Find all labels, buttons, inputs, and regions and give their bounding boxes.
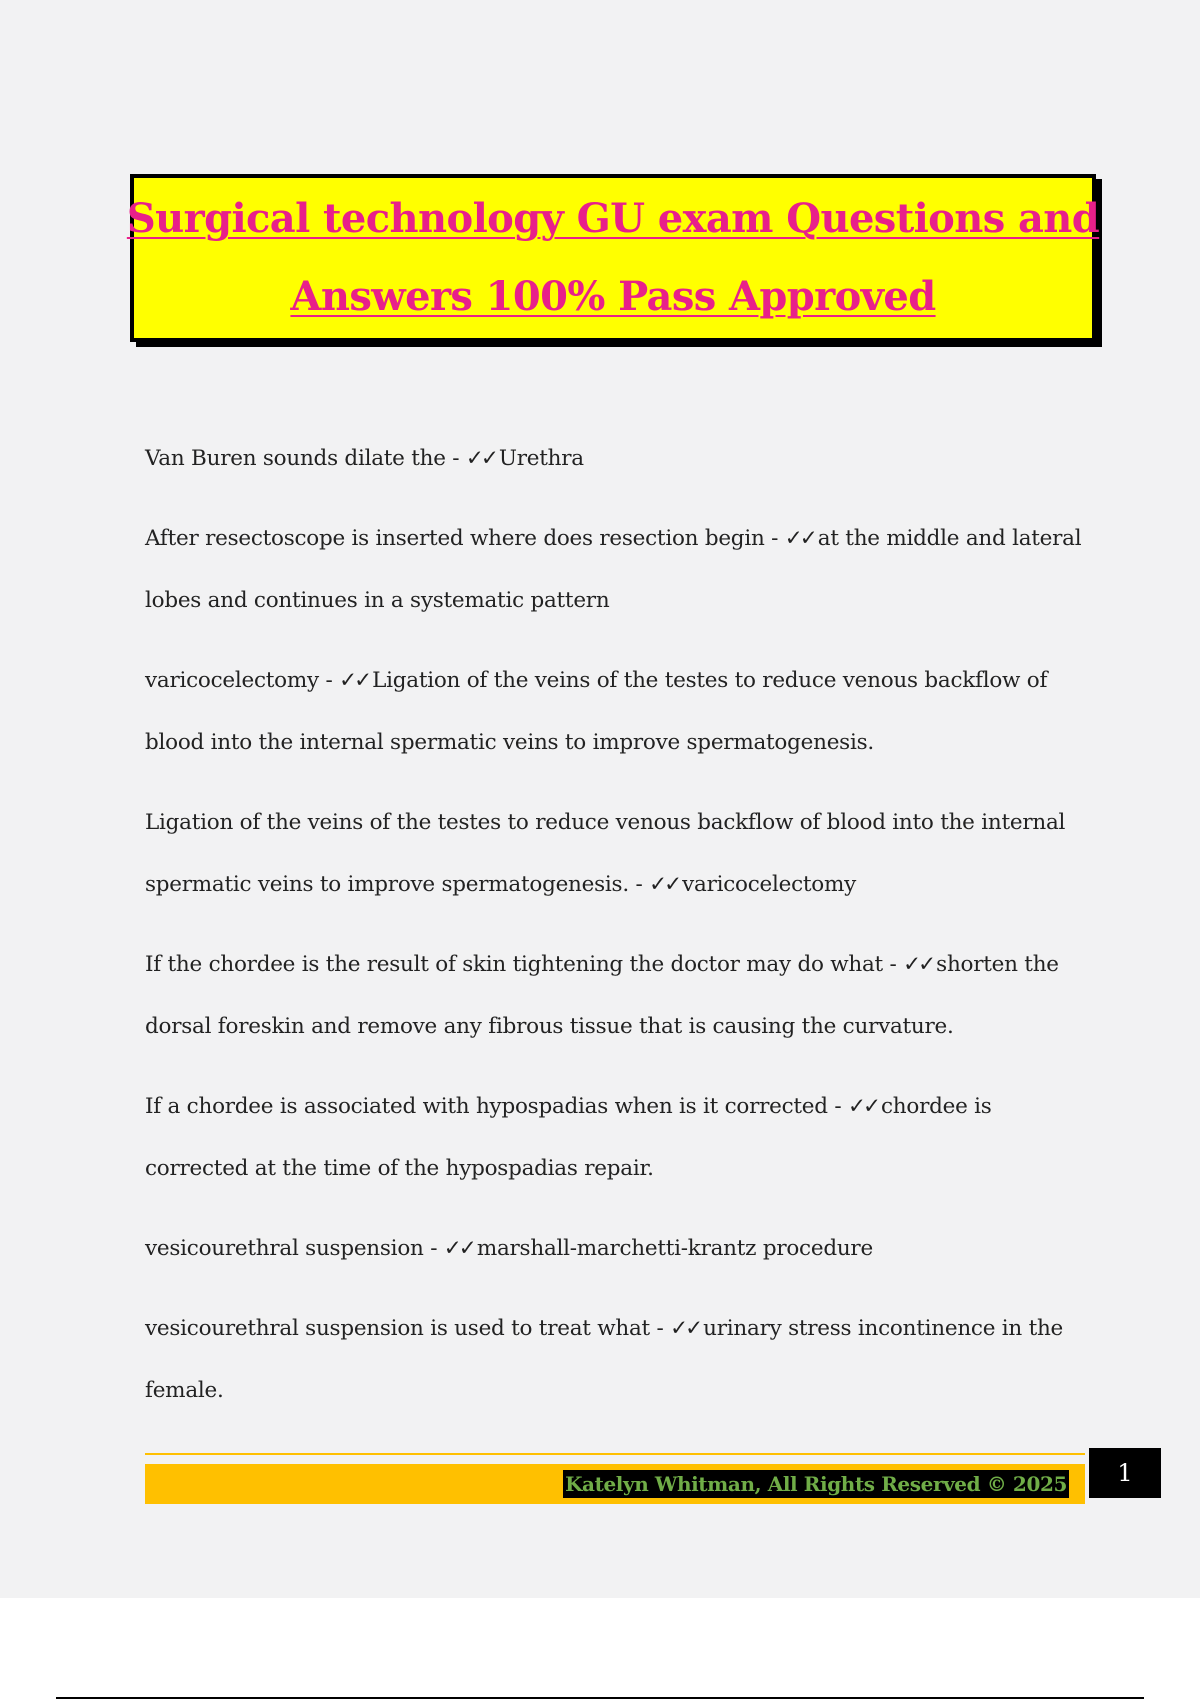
qa-item bbox=[145, 1076, 1090, 1200]
answer-text: Ligation of the veins of the testes to reduce venous backflow of blood into the internal spermatic veins to improve spermatogenesis. bbox=[145, 668, 1048, 755]
qa-item bbox=[145, 1298, 1090, 1422]
question-text: Ligation of the veins of the testes to reduce venous backflow of blood into the internal spermatic veins to improve spermatogenesis. - bbox=[145, 810, 1066, 897]
qa-item bbox=[145, 650, 1090, 774]
answer-text: marshall-marchetti-krantz procedure bbox=[476, 1236, 873, 1261]
answer-text: shorten the dorsal foreskin and remove any fibrous tissue that is causing the curvature. bbox=[145, 952, 1059, 1039]
question-text: If the chordee is the result of skin tightening the doctor may do what - bbox=[145, 952, 904, 977]
qa-item bbox=[145, 934, 1090, 1058]
answer-text: varicocelectomy bbox=[682, 872, 857, 897]
question-text: Van Buren sounds dilate the - bbox=[145, 446, 466, 471]
double-check-icon: ✓✓ bbox=[784, 526, 815, 551]
double-check-icon: ✓✓ bbox=[670, 1316, 701, 1341]
question-text: vesicourethral suspension - bbox=[145, 1236, 444, 1261]
page-number: 1 bbox=[1089, 1448, 1161, 1498]
answer-text: at the middle and lateral lobes and continues in a systematic pattern bbox=[145, 526, 1082, 613]
qa-item bbox=[145, 428, 1090, 490]
copyright-notice: Katelyn Whitman, All Rights Reserved © 2025 bbox=[565, 1472, 1067, 1496]
document-title-line-1: Surgical technology GU exam Questions and bbox=[126, 195, 1100, 242]
double-check-icon: ✓✓ bbox=[465, 446, 496, 471]
answer-text: Urethra bbox=[498, 446, 584, 471]
question-text: After resectoscope is inserted where does resection begin - bbox=[145, 526, 785, 551]
double-check-icon: ✓✓ bbox=[847, 1094, 878, 1119]
question-text: If a chordee is associated with hypospadias when is it corrected - bbox=[145, 1094, 848, 1119]
document-title-line-2: Answers 100% Pass Approved bbox=[290, 273, 936, 320]
double-check-icon: ✓✓ bbox=[649, 872, 680, 897]
qa-list bbox=[145, 428, 1090, 1440]
qa-item bbox=[145, 792, 1090, 916]
double-check-icon: ✓✓ bbox=[903, 952, 934, 977]
next-page-top-rule bbox=[56, 1697, 1144, 1699]
question-text: varicocelectomy - bbox=[145, 668, 340, 693]
double-check-icon: ✓✓ bbox=[339, 668, 370, 693]
answer-text: chordee is corrected at the time of the hypospadias repair. bbox=[145, 1094, 992, 1181]
footer-bar bbox=[145, 1464, 1085, 1504]
answer-text: urinary stress incontinence in the female. bbox=[145, 1316, 1064, 1403]
double-check-icon: ✓✓ bbox=[443, 1236, 474, 1261]
question-text: vesicourethral suspension is used to treat what - bbox=[145, 1316, 671, 1341]
qa-item bbox=[145, 508, 1090, 632]
title-box bbox=[126, 174, 1100, 342]
footer-rule bbox=[145, 1453, 1085, 1455]
qa-item bbox=[145, 1218, 1090, 1280]
